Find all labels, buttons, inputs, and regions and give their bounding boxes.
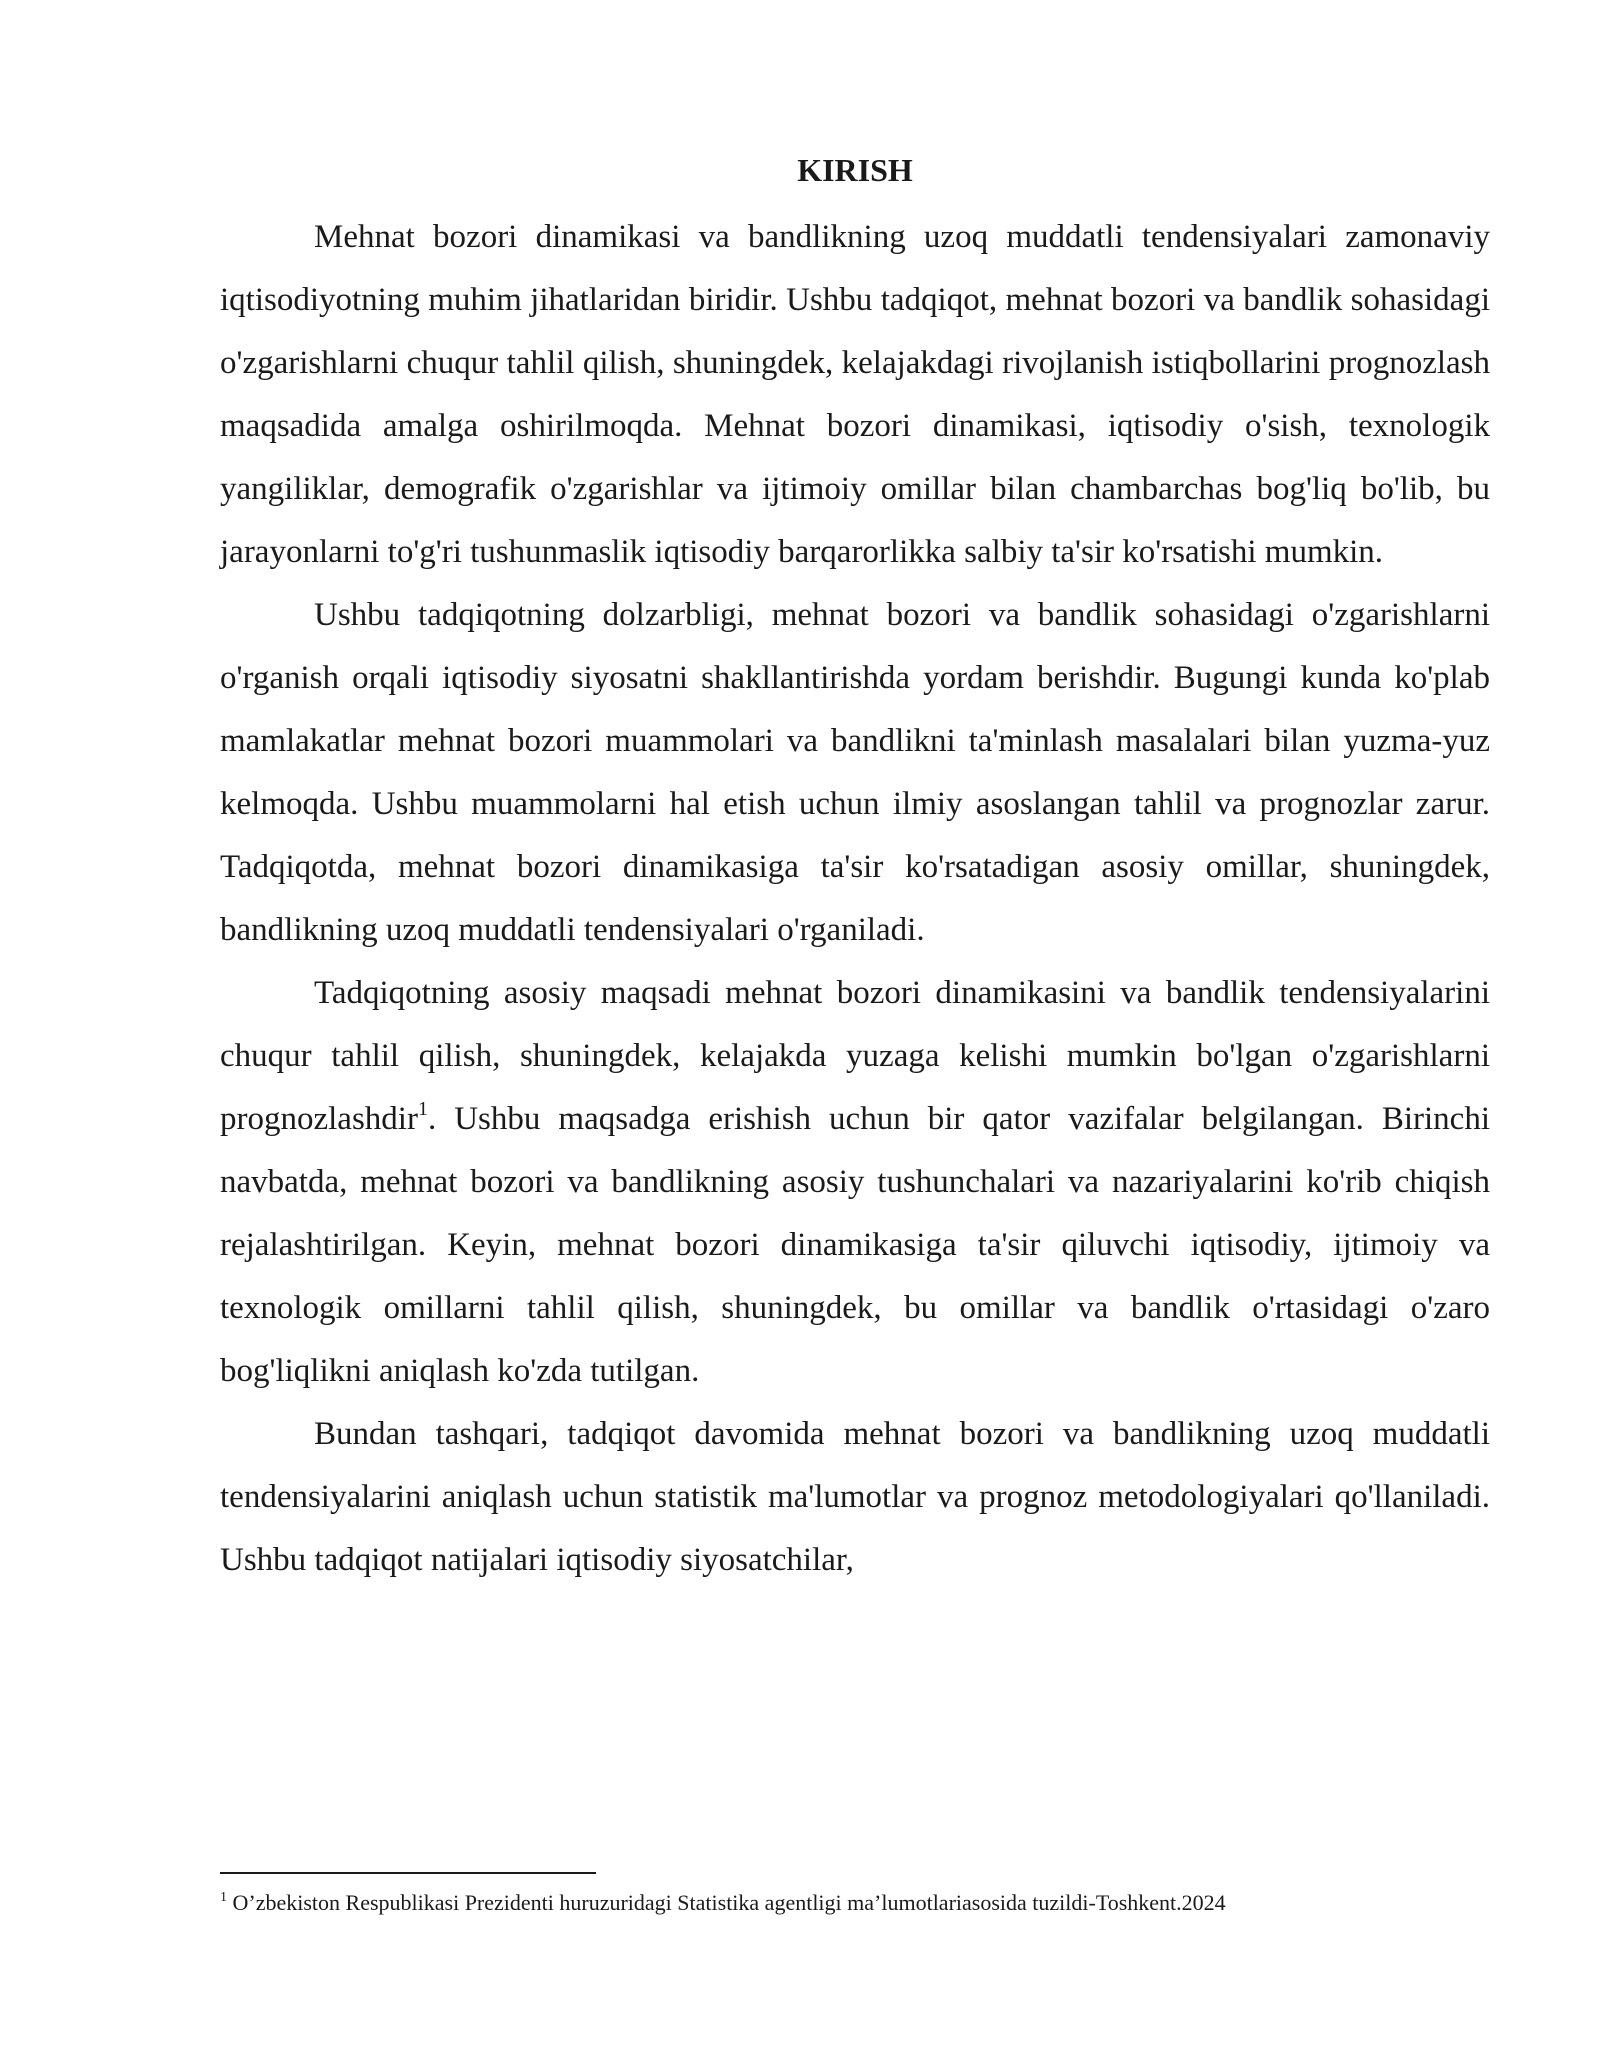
page-title: KIRISH [797, 152, 913, 188]
paragraph-3-text-after: . Ushbu maqsadga erishish uchun bir qator vazifalar belgilangan. Birinchi navbatda, mehnat bozori va bandlikning asosiy tushunchalari va nazariyalarini ko'rib chiqish rejalashtirilgan. Keyin, mehnat bozori dinamikasiga ta'sir qiluvchi iqtisodiy, ijtimoiy va texnologik omillarni tahlil qilish, shuningdek, bu omillar va bandlik o'rtasidagi o'zaro bog'liqlikni aniqlash ko'zda tutilgan. [220, 1101, 1490, 1389]
footnote-reference[interactable]: 1 [417, 1098, 428, 1120]
footnote-mark: 1 [220, 1890, 227, 1905]
footnote-text: O’zbekiston Respublikasi Prezidenti huruzuridagi Statistika agentligi ma’lumotlariasosida tuzildi-Toshkent.2024 [227, 1890, 1226, 1915]
paragraph-3-text-before: Tadqiqotning asosiy maqsadi mehnat bozori dinamikasini va bandlik tendensiyalarini chuqur tahlil qilish, shuningdek, kelajakda yuzaga kelishi mumkin bo'lgan o'zgarishlarni prognozlashdir [220, 975, 1490, 1137]
paragraph-1: Mehnat bozori dinamikasi va bandlikning uzoq muddatli tendensiyalari zamonaviy iqtisodiyotning muhim jihatlaridan biridir. Ushbu tadqiqot, mehnat bozori va bandlik sohasidagi o'zgarishlarni chuqur tahlil qilish, shuningdek, kelajakdagi rivojlanish istiqbollarini prognozlash maqsadida amalga oshirilmoqda. Mehnat bozori dinamikasi, iqtisodiy o'sish, texnologik yangiliklar, demografik o'zgarishlar va ijtimoiy omillar bilan chambarchas bog'liq bo'lib, bu jarayonlarni to'g'ri tushunmaslik iqtisodiy barqarorlikka salbiy ta'sir ko'rsatishi mumkin. [220, 219, 1490, 570]
body-text [220, 206, 1490, 1592]
paragraph-2: Ushbu tadqiqotning dolzarbligi, mehnat bozori va bandlik sohasidagi o'zgarishlarni o'rganish orqali iqtisodiy siyosatni shakllantirishda yordam berishdir. Bugungi kunda ko'plab mamlakatlar mehnat bozori muammolari va bandlikni ta'minlash masalalari bilan yuzma-yuz kelmoqda. Ushbu muammolarni hal etish uchun ilmiy asoslangan tahlil va prognozlar zarur. Tadqiqotda, mehnat bozori dinamikasiga ta'sir ko'rsatadigan asosiy omillar, shuningdek, bandlikning uzoq muddatli tendensiyalari o'rganiladi. [220, 597, 1490, 948]
paragraph-3 [220, 962, 1490, 1403]
footnote-separator [220, 1872, 596, 1874]
footnote [220, 1888, 1490, 1918]
paragraph-4: Bundan tashqari, tadqiqot davomida mehnat bozori va bandlikning uzoq muddatli tendensiyalarini aniqlash uchun statistik ma'lumotlar va prognoz metodologiyalari qo'llaniladi. Ushbu tadqiqot natijalari iqtisodiy siyosatchilar, [220, 1416, 1490, 1578]
